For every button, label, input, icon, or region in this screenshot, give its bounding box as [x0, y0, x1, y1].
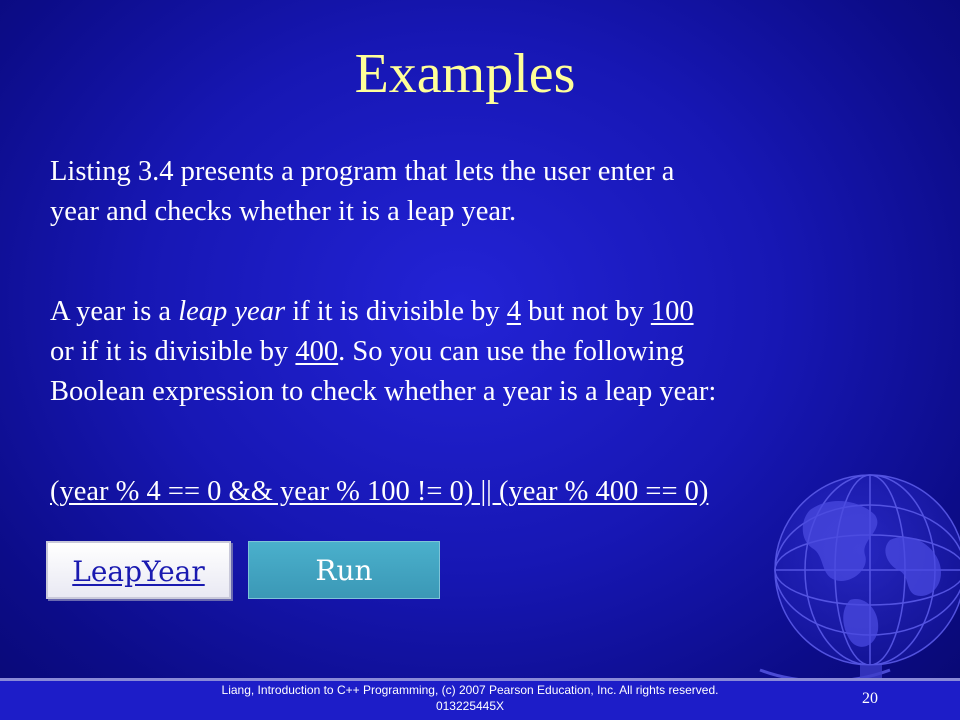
text-segment: or if it is divisible by	[50, 336, 296, 367]
number-400: 400	[295, 336, 339, 367]
intro-line-2: year and checks whether it is a leap year.	[50, 196, 517, 227]
text-segment: A year is a	[50, 296, 179, 327]
run-button[interactable]: Run	[248, 541, 440, 599]
leap-year-term: leap year	[178, 296, 286, 327]
intro-line-1: Listing 3.4 presents a program that lets the user enter a	[50, 156, 675, 187]
number-4: 4	[506, 296, 521, 327]
footer-copyright	[140, 682, 800, 714]
footer-line-1: Liang, Introduction to C++ Programming, (c) 2007 Pearson Education, Inc. All rights reserved.	[221, 683, 719, 697]
boolean-expression: (year % 4 == 0 && year % 100 != 0) || (year % 400 == 0)	[50, 476, 709, 507]
text-segment: . So you can use the following	[338, 336, 685, 367]
definition-line-2	[50, 332, 930, 372]
slide-title: Examples	[354, 43, 576, 105]
definition-line-3: Boolean expression to check whether a year is a leap year:	[50, 376, 717, 407]
intro-paragraph	[50, 152, 930, 232]
text-segment: if it is divisible by	[285, 296, 507, 327]
text-segment: but not by	[520, 296, 651, 327]
leapyear-button[interactable]: LeapYear	[46, 541, 231, 599]
definition-line-1	[50, 292, 930, 332]
leap-year-definition	[50, 292, 930, 412]
footer-line-2: 013225445X	[435, 699, 505, 713]
number-100: 100	[650, 296, 694, 327]
page-number: 20	[862, 690, 878, 707]
